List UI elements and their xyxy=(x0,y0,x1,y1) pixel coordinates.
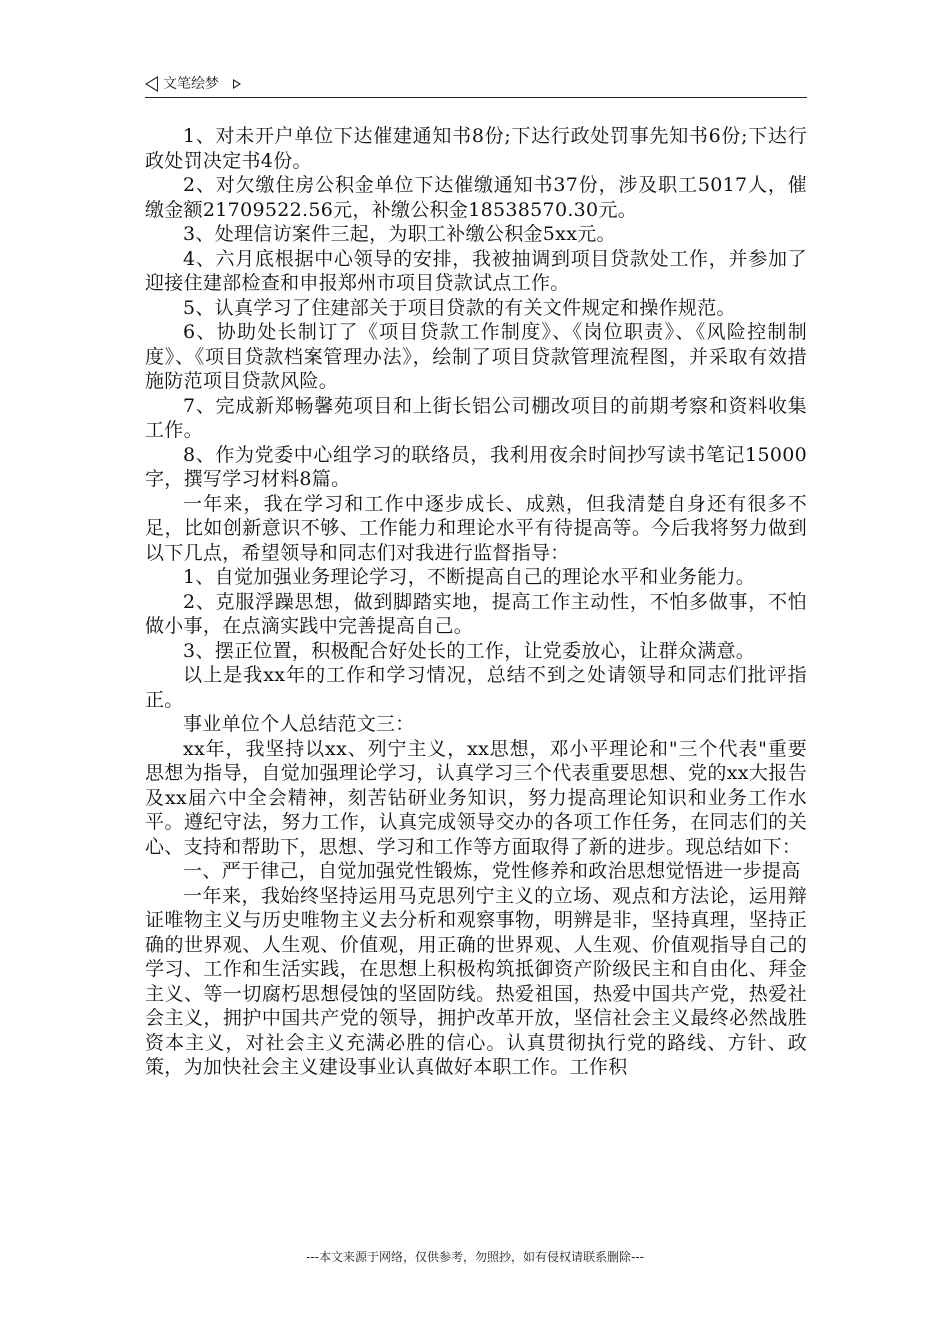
paragraph: 1、自觉加强业务理论学习，不断提高自己的理论水平和业务能力。 xyxy=(183,566,756,588)
paragraph: 3、处理信访案件三起，为职工补缴公积金5xx元。 xyxy=(183,223,616,245)
triangle-right-icon xyxy=(233,79,241,89)
paragraph: 2、克服浮躁思想，做到脚踏实地，提高工作主动性，不怕多做事，不怕做小事，在点滴实践中完善提高自己。 xyxy=(145,590,807,637)
paragraph: 5、认真学习了住建部关于项目贷款的有关文件规定和操作规范。 xyxy=(183,296,736,319)
paragraph: 4、六月底根据中心领导的安排，我被抽调到项目贷款处工作，并参加了迎接住建部检查和申报郑州市项目贷款试点工作。 xyxy=(145,247,807,294)
triangle-left-icon xyxy=(145,76,158,92)
paragraph: 1、对未开户单位下达催建通知书8份;下达行政处罚事先知书6份;下达行政处罚决定书4份。 xyxy=(145,125,807,172)
paragraph: 8、作为党委中心组学习的联络员，我利用夜余时间抄写读书笔记15000字，撰写学习材料8篇。 xyxy=(145,443,807,490)
paragraph: 2、对欠缴住房公积金单位下达催缴通知书37份，涉及职工5017人，催缴金额21709522.56元，补缴公积金18538570.30元。 xyxy=(145,174,807,221)
header-divider xyxy=(145,97,807,98)
paragraph: 7、完成新郑畅馨苑项目和上街长铝公司棚改项目的前期考察和资料收集工作。 xyxy=(145,394,807,441)
paragraph: 一年来，我在学习和工作中逐步成长、成熟，但我清楚自身还有很多不足，比如创新意识不够、工作能力和理论水平有待提高等。今后我将努力做到以下几点，希望领导和同志们对我进行监督指导： xyxy=(145,492,807,564)
section-heading: 一、严于律己，自觉加强党性锻炼，党性修养和政治思想觉悟进一步提高 xyxy=(183,860,801,882)
header-title: 文笔绘梦 xyxy=(163,76,219,92)
page-footer: ---本文来源于网络，仅供参考，勿照抄，如有侵权请联系删除--- xyxy=(306,1250,644,1264)
paragraph: xx年，我坚持以xx、列宁主义，xx思想，邓小平理论和"三个代表"重要思想为指导，自觉加强理论学习，认真学习三个代表重要思想、党的xx大报告及xx届六中全会精神，刻苦钻研业务知识，努力提高理论知识和业务工作水平。遵纪守法，努力工作，认真完成领导交办的各项工作任务，在同志们的关心、支持和帮助下，思想、学习和工作等方面取得了新的进步。现总结如下： xyxy=(145,737,807,858)
paragraph: 以上是我xx年的工作和学习情况，总结不到之处请领导和同志们批评指正。 xyxy=(145,664,807,711)
paragraph: 3、摆正位置，积极配合好处长的工作，让党委放心，让群众满意。 xyxy=(183,639,756,662)
page-header xyxy=(145,74,807,96)
document-body xyxy=(145,124,807,1080)
section-heading: 事业单位个人总结范文三： xyxy=(183,713,415,735)
paragraph: 一年来，我始终坚持运用马克思列宁主义的立场、观点和方法论，运用辩证唯物主义与历史唯物主义去分析和观察事物，明辨是非，坚持真理，坚持正确的世界观、人生观、价值观，用正确的世界观、人生观、价值观指导自己的学习、工作和生活实践，在思想上积极构筑抵御资产阶级民主和自由化、拜金主义、等一切腐朽思想侵蚀的坚固防线。热爱祖国，热爱中国共产党，热爱社会主义，拥护中国共产党的领导，拥护改革开放，坚信社会主义最终必然战胜资本主义，对社会主义充满必胜的信心。认真贯彻执行党的路线、方针、政策，为加快社会主义建设事业认真做好本职工作。工作积 xyxy=(145,884,807,1078)
paragraph: 6、协助处长制订了《项目贷款工作制度》、《岗位职责》、《风险控制制度》、《项目贷款档案管理办法》，绘制了项目贷款管理流程图，并采取有效措施防范项目贷款风险。 xyxy=(145,321,807,392)
